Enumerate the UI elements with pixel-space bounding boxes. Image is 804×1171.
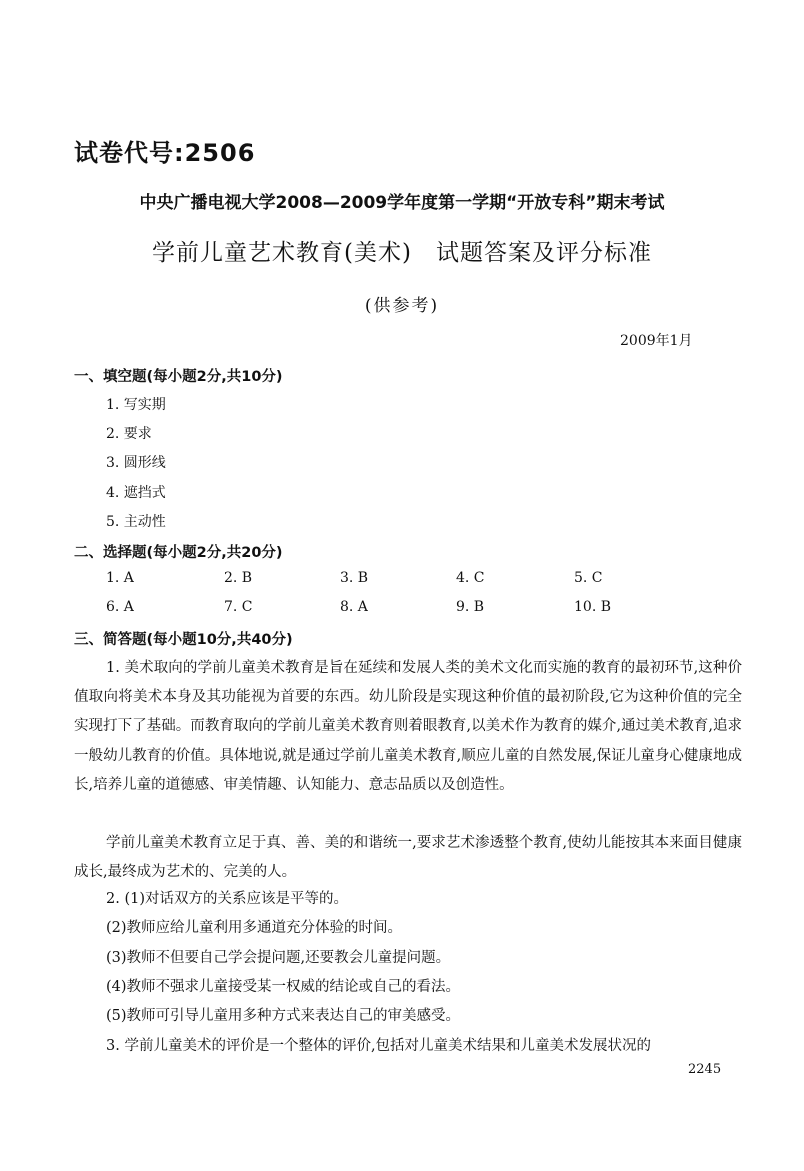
answer-item: 1. 写实期 bbox=[106, 397, 166, 413]
answer-point: (3)教师不但要自己学会提问题,还要教会儿童提问题。 bbox=[106, 950, 451, 966]
answer-item: 3. 圆形线 bbox=[106, 455, 166, 471]
reference-note: (供参考) bbox=[364, 296, 440, 316]
document-title: 学前儿童艺术教育(美术) 试题答案及评分标准 bbox=[152, 240, 652, 266]
choice-answer: 7. C bbox=[224, 599, 253, 615]
exam-title-line: 中央广播电视大学2008—2009学年度第一学期“开放专科”期末考试 bbox=[139, 193, 665, 213]
choice-answer: 3. B bbox=[340, 570, 369, 586]
choice-answer: 5. C bbox=[574, 570, 603, 586]
answer-point: (5)教师可引导儿童用多种方式来表达自己的审美感受。 bbox=[106, 1008, 461, 1024]
answer-paragraph-2: 学前儿童美术教育立足于真、善、美的和谐统一,要求艺术渗透整个教育,使幼儿能按其本来面目健康成长,最终成为艺术的、完美的人。 bbox=[74, 835, 742, 881]
answer-paragraph-1: 1. 美术取向的学前儿童美术教育是旨在延续和发展人类的美术文化而实施的教育的最初环节,这种价值取向将美术本身及其功能视为首要的东西。幼儿阶段是实现这种价值的最初阶段,它为这种价值的完全实现打下了基础。而教育取向的学前儿童美术教育则着眼教育,以美术作为教育的媒介,通过美术教育,追求一般幼儿教育的价值。具体地说,就是通过学前儿童美术教育,顺应儿童的自然发展,保证儿童身心健康地成长,培养儿童的道德感、审美情趣、认知能力、意志品质以及创造性。 bbox=[74, 660, 742, 793]
choice-answer: 1. A bbox=[106, 570, 134, 586]
exam-date: 2009年1月 bbox=[620, 333, 693, 349]
choice-answer: 8. A bbox=[340, 599, 368, 615]
choice-answer: 9. B bbox=[456, 599, 485, 615]
answer-point: 3. 学前儿童美术的评价是一个整体的评价,包括对儿童美术结果和儿童美术发展状况的 bbox=[106, 1038, 652, 1054]
section-heading-multiple-choice: 二、选择题(每小题2分,共20分) bbox=[74, 545, 283, 561]
page-number: 2245 bbox=[688, 1062, 722, 1077]
choice-answer: 6. A bbox=[106, 599, 134, 615]
section-heading-short-answer: 三、简答题(每小题10分,共40分) bbox=[74, 632, 293, 648]
section-heading-fill-blank: 一、填空题(每小题2分,共10分) bbox=[74, 369, 283, 385]
choice-answer: 4. C bbox=[456, 570, 485, 586]
choice-answer: 10. B bbox=[574, 599, 612, 615]
answer-point: (2)教师应给儿童利用多通道充分体验的时间。 bbox=[106, 920, 403, 936]
answer-item: 5. 主动性 bbox=[106, 514, 166, 530]
answer-point: (4)教师不强求儿童接受某一权威的结论或自己的看法。 bbox=[106, 979, 461, 995]
paper-code: 试卷代号:2506 bbox=[74, 139, 256, 167]
answer-item: 2. 要求 bbox=[106, 426, 152, 442]
answer-item: 4. 遮挡式 bbox=[106, 485, 166, 501]
answer-point: 2. (1)对话双方的关系应该是平等的。 bbox=[106, 891, 348, 907]
choice-answer: 2. B bbox=[224, 570, 253, 586]
